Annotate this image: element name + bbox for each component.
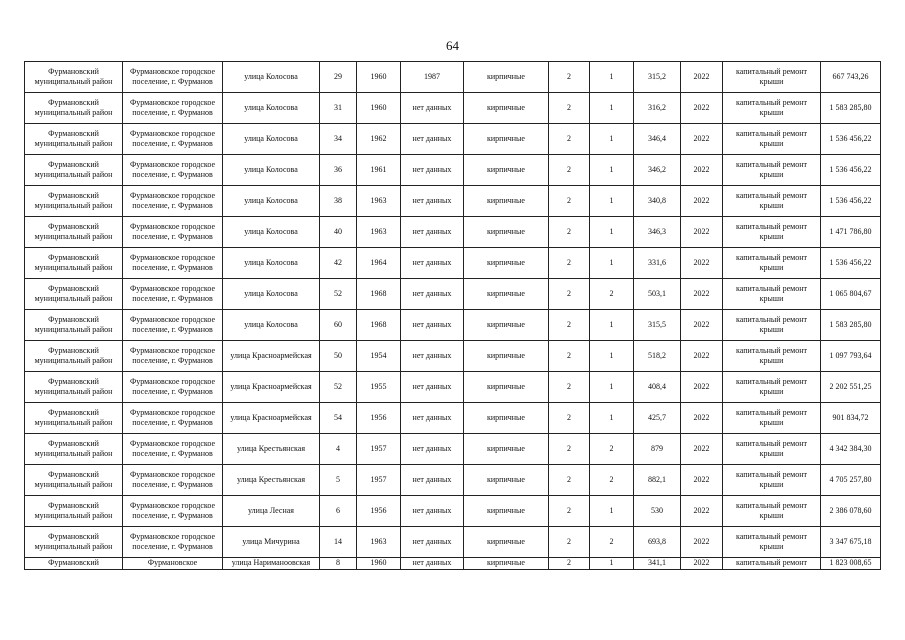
cell-entrances: 1 — [590, 155, 634, 186]
cell-floors: 2 — [549, 341, 590, 372]
cell-settlement: Фурмановское городское поселение, г. Фурманов — [123, 527, 223, 558]
cell-entrances: 2 — [590, 279, 634, 310]
cell-house-number: 52 — [320, 372, 357, 403]
cell-street: улица Крестьянская — [223, 434, 320, 465]
cell-plan-year: 2022 — [681, 558, 723, 570]
cell-wall-material: кирпичные — [464, 155, 549, 186]
cell-work-type: капитальный ремонт крыши — [723, 341, 821, 372]
cell-wall-material: кирпичные — [464, 310, 549, 341]
cell-wall-material: кирпичные — [464, 403, 549, 434]
cell-street: улица Колосова — [223, 124, 320, 155]
cell-entrances: 2 — [590, 527, 634, 558]
cell-build-year: 1955 — [357, 372, 401, 403]
cell-house-number: 14 — [320, 527, 357, 558]
cell-last-repair-year: нет данных — [401, 496, 464, 527]
cell-cost: 667 743,26 — [821, 62, 881, 93]
cell-settlement: Фурмановское — [123, 558, 223, 570]
cell-wall-material: кирпичные — [464, 527, 549, 558]
cell-street: улица Колосова — [223, 248, 320, 279]
cell-build-year: 1957 — [357, 465, 401, 496]
cell-settlement: Фурмановское городское поселение, г. Фурманов — [123, 372, 223, 403]
cell-floors: 2 — [549, 186, 590, 217]
table-row — [25, 372, 881, 403]
cell-settlement: Фурмановское городское поселение, г. Фурманов — [123, 496, 223, 527]
cell-entrances: 1 — [590, 217, 634, 248]
cell-district: Фурмановский муниципальный район — [25, 434, 123, 465]
cell-work-type: капитальный ремонт крыши — [723, 310, 821, 341]
cell-entrances: 1 — [590, 310, 634, 341]
cell-last-repair-year: нет данных — [401, 248, 464, 279]
cell-settlement: Фурмановское городское поселение, г. Фурманов — [123, 434, 223, 465]
cell-cost: 4 705 257,80 — [821, 465, 881, 496]
cell-last-repair-year: нет данных — [401, 93, 464, 124]
cell-last-repair-year: нет данных — [401, 155, 464, 186]
cell-district: Фурмановский муниципальный район — [25, 527, 123, 558]
cell-work-type: капитальный ремонт крыши — [723, 93, 821, 124]
cell-work-type: капитальный ремонт крыши — [723, 217, 821, 248]
cell-street: улица Красноармейская — [223, 372, 320, 403]
cell-plan-year: 2022 — [681, 124, 723, 155]
cell-work-type: капитальный ремонт крыши — [723, 372, 821, 403]
cell-cost: 1 823 008,65 — [821, 558, 881, 570]
cell-build-year: 1956 — [357, 403, 401, 434]
cell-entrances: 1 — [590, 372, 634, 403]
cell-area: 316,2 — [634, 93, 681, 124]
cell-district: Фурмановский муниципальный район — [25, 403, 123, 434]
cell-street: улица Красноармейская — [223, 403, 320, 434]
table-row — [25, 434, 881, 465]
cell-area: 315,2 — [634, 62, 681, 93]
cell-plan-year: 2022 — [681, 279, 723, 310]
cell-district: Фурмановский муниципальный район — [25, 248, 123, 279]
cell-house-number: 6 — [320, 496, 357, 527]
cell-street: улица Мичурина — [223, 527, 320, 558]
cell-floors: 2 — [549, 93, 590, 124]
cell-plan-year: 2022 — [681, 434, 723, 465]
cell-plan-year: 2022 — [681, 186, 723, 217]
cell-settlement: Фурмановское городское поселение, г. Фурманов — [123, 155, 223, 186]
cell-house-number: 60 — [320, 310, 357, 341]
table-row — [25, 155, 881, 186]
cell-wall-material: кирпичные — [464, 558, 549, 570]
cell-street: улица Крестьянская — [223, 465, 320, 496]
cell-area: 331,6 — [634, 248, 681, 279]
cell-district: Фурмановский муниципальный район — [25, 465, 123, 496]
cell-settlement: Фурмановское городское поселение, г. Фурманов — [123, 124, 223, 155]
cell-wall-material: кирпичные — [464, 341, 549, 372]
cell-cost: 1 536 456,22 — [821, 186, 881, 217]
cell-area: 340,8 — [634, 186, 681, 217]
cell-build-year: 1963 — [357, 217, 401, 248]
cell-last-repair-year: нет данных — [401, 372, 464, 403]
cell-last-repair-year: 1987 — [401, 62, 464, 93]
table-row — [25, 558, 881, 570]
cell-floors: 2 — [549, 279, 590, 310]
cell-plan-year: 2022 — [681, 248, 723, 279]
cell-last-repair-year: нет данных — [401, 186, 464, 217]
cell-district: Фурмановский муниципальный район — [25, 62, 123, 93]
cell-work-type: капитальный ремонт крыши — [723, 496, 821, 527]
cell-entrances: 1 — [590, 124, 634, 155]
cell-cost: 2 202 551,25 — [821, 372, 881, 403]
table-row — [25, 124, 881, 155]
table-row — [25, 496, 881, 527]
cell-district: Фурмановский муниципальный район — [25, 372, 123, 403]
cell-wall-material: кирпичные — [464, 93, 549, 124]
cell-work-type: капитальный ремонт крыши — [723, 124, 821, 155]
cell-area: 408,4 — [634, 372, 681, 403]
cell-wall-material: кирпичные — [464, 248, 549, 279]
cell-area: 346,3 — [634, 217, 681, 248]
cell-floors: 2 — [549, 558, 590, 570]
cell-house-number: 36 — [320, 155, 357, 186]
cell-build-year: 1960 — [357, 558, 401, 570]
cell-wall-material: кирпичные — [464, 217, 549, 248]
cell-wall-material: кирпичные — [464, 372, 549, 403]
table-row — [25, 62, 881, 93]
cell-floors: 2 — [549, 62, 590, 93]
cell-street: улица Колосова — [223, 279, 320, 310]
cell-last-repair-year: нет данных — [401, 217, 464, 248]
cell-house-number: 34 — [320, 124, 357, 155]
table-row — [25, 465, 881, 496]
cell-plan-year: 2022 — [681, 310, 723, 341]
cell-work-type: капитальный ремонт крыши — [723, 155, 821, 186]
cell-plan-year: 2022 — [681, 496, 723, 527]
cell-cost: 1 536 456,22 — [821, 155, 881, 186]
cell-cost: 4 342 384,30 — [821, 434, 881, 465]
cell-house-number: 5 — [320, 465, 357, 496]
cell-entrances: 1 — [590, 403, 634, 434]
cell-last-repair-year: нет данных — [401, 279, 464, 310]
cell-plan-year: 2022 — [681, 62, 723, 93]
cell-floors: 2 — [549, 465, 590, 496]
cell-entrances: 2 — [590, 434, 634, 465]
cell-plan-year: 2022 — [681, 341, 723, 372]
cell-work-type: капитальный ремонт крыши — [723, 248, 821, 279]
cell-floors: 2 — [549, 403, 590, 434]
cell-entrances: 1 — [590, 186, 634, 217]
cell-last-repair-year: нет данных — [401, 310, 464, 341]
cell-entrances: 1 — [590, 62, 634, 93]
cell-plan-year: 2022 — [681, 527, 723, 558]
cell-plan-year: 2022 — [681, 217, 723, 248]
cell-floors: 2 — [549, 217, 590, 248]
cell-floors: 2 — [549, 155, 590, 186]
cell-area: 346,2 — [634, 155, 681, 186]
table-body — [25, 62, 881, 570]
cell-last-repair-year: нет данных — [401, 527, 464, 558]
cell-last-repair-year: нет данных — [401, 403, 464, 434]
cell-entrances: 2 — [590, 465, 634, 496]
cell-house-number: 31 — [320, 93, 357, 124]
cell-house-number: 42 — [320, 248, 357, 279]
cell-build-year: 1960 — [357, 62, 401, 93]
table-row — [25, 248, 881, 279]
cell-wall-material: кирпичные — [464, 496, 549, 527]
cell-area: 530 — [634, 496, 681, 527]
cell-house-number: 38 — [320, 186, 357, 217]
cell-cost: 1 536 456,22 — [821, 248, 881, 279]
table-row — [25, 527, 881, 558]
cell-house-number: 52 — [320, 279, 357, 310]
cell-settlement: Фурмановское городское поселение, г. Фурманов — [123, 248, 223, 279]
cell-cost: 1 583 285,80 — [821, 310, 881, 341]
cell-district: Фурмановский муниципальный район — [25, 310, 123, 341]
cell-floors: 2 — [549, 310, 590, 341]
cell-work-type: капитальный ремонт крыши — [723, 527, 821, 558]
cell-plan-year: 2022 — [681, 465, 723, 496]
cell-floors: 2 — [549, 434, 590, 465]
cell-area: 882,1 — [634, 465, 681, 496]
cell-entrances: 1 — [590, 341, 634, 372]
cell-entrances: 1 — [590, 248, 634, 279]
table-row — [25, 93, 881, 124]
cell-area: 341,1 — [634, 558, 681, 570]
cell-district: Фурмановский муниципальный район — [25, 155, 123, 186]
cell-cost: 1 097 793,64 — [821, 341, 881, 372]
cell-cost: 3 347 675,18 — [821, 527, 881, 558]
housing-repair-table — [24, 61, 881, 570]
cell-work-type: капитальный ремонт крыши — [723, 279, 821, 310]
cell-cost: 1 471 786,80 — [821, 217, 881, 248]
table-row — [25, 279, 881, 310]
cell-build-year: 1962 — [357, 124, 401, 155]
cell-district: Фурмановский муниципальный район — [25, 279, 123, 310]
cell-settlement: Фурмановское городское поселение, г. Фурманов — [123, 186, 223, 217]
cell-build-year: 1963 — [357, 186, 401, 217]
cell-house-number: 29 — [320, 62, 357, 93]
cell-settlement: Фурмановское городское поселение, г. Фурманов — [123, 279, 223, 310]
cell-area: 503,1 — [634, 279, 681, 310]
cell-cost: 901 834,72 — [821, 403, 881, 434]
cell-district: Фурмановский муниципальный район — [25, 124, 123, 155]
cell-settlement: Фурмановское городское поселение, г. Фурманов — [123, 310, 223, 341]
cell-area: 693,8 — [634, 527, 681, 558]
cell-build-year: 1957 — [357, 434, 401, 465]
cell-plan-year: 2022 — [681, 403, 723, 434]
table-row — [25, 217, 881, 248]
cell-work-type: капитальный ремонт крыши — [723, 186, 821, 217]
cell-house-number: 40 — [320, 217, 357, 248]
cell-plan-year: 2022 — [681, 155, 723, 186]
cell-settlement: Фурмановское городское поселение, г. Фурманов — [123, 341, 223, 372]
cell-area: 425,7 — [634, 403, 681, 434]
cell-settlement: Фурмановское городское поселение, г. Фурманов — [123, 217, 223, 248]
cell-area: 879 — [634, 434, 681, 465]
cell-entrances: 1 — [590, 558, 634, 570]
cell-street: улица Колосова — [223, 217, 320, 248]
cell-house-number: 4 — [320, 434, 357, 465]
cell-work-type: капитальный ремонт крыши — [723, 62, 821, 93]
cell-floors: 2 — [549, 124, 590, 155]
cell-cost: 1 536 456,22 — [821, 124, 881, 155]
cell-plan-year: 2022 — [681, 372, 723, 403]
cell-street: улица Колосова — [223, 93, 320, 124]
cell-build-year: 1964 — [357, 248, 401, 279]
cell-entrances: 1 — [590, 93, 634, 124]
table-row — [25, 341, 881, 372]
cell-house-number: 8 — [320, 558, 357, 570]
cell-house-number: 54 — [320, 403, 357, 434]
cell-district: Фурмановский — [25, 558, 123, 570]
cell-work-type: капитальный ремонт крыши — [723, 465, 821, 496]
cell-district: Фурмановский муниципальный район — [25, 496, 123, 527]
cell-house-number: 50 — [320, 341, 357, 372]
table-row — [25, 186, 881, 217]
cell-district: Фурмановский муниципальный район — [25, 217, 123, 248]
cell-settlement: Фурмановское городское поселение, г. Фурманов — [123, 62, 223, 93]
cell-district: Фурмановский муниципальный район — [25, 186, 123, 217]
cell-area: 346,4 — [634, 124, 681, 155]
cell-build-year: 1963 — [357, 527, 401, 558]
cell-build-year: 1961 — [357, 155, 401, 186]
cell-wall-material: кирпичные — [464, 434, 549, 465]
cell-settlement: Фурмановское городское поселение, г. Фурманов — [123, 93, 223, 124]
cell-street: улица Лесная — [223, 496, 320, 527]
cell-build-year: 1956 — [357, 496, 401, 527]
cell-work-type: капитальный ремонт крыши — [723, 434, 821, 465]
cell-wall-material: кирпичные — [464, 124, 549, 155]
cell-district: Фурмановский муниципальный район — [25, 341, 123, 372]
cell-floors: 2 — [549, 527, 590, 558]
cell-cost: 2 386 078,60 — [821, 496, 881, 527]
cell-street: улица Колосова — [223, 62, 320, 93]
cell-district: Фурмановский муниципальный район — [25, 93, 123, 124]
cell-build-year: 1968 — [357, 279, 401, 310]
cell-cost: 1 065 804,67 — [821, 279, 881, 310]
cell-last-repair-year: нет данных — [401, 124, 464, 155]
page-number: 64 — [446, 38, 459, 53]
cell-wall-material: кирпичные — [464, 186, 549, 217]
table-row — [25, 310, 881, 341]
cell-cost: 1 583 285,80 — [821, 93, 881, 124]
cell-last-repair-year: нет данных — [401, 558, 464, 570]
cell-floors: 2 — [549, 248, 590, 279]
cell-street: улица Колосова — [223, 155, 320, 186]
cell-street: улица Красноармейская — [223, 341, 320, 372]
table-row — [25, 403, 881, 434]
cell-floors: 2 — [549, 372, 590, 403]
cell-last-repair-year: нет данных — [401, 465, 464, 496]
cell-wall-material: кирпичные — [464, 279, 549, 310]
cell-last-repair-year: нет данных — [401, 434, 464, 465]
cell-area: 315,5 — [634, 310, 681, 341]
cell-floors: 2 — [549, 496, 590, 527]
cell-street: улица Колосова — [223, 186, 320, 217]
cell-plan-year: 2022 — [681, 93, 723, 124]
cell-settlement: Фурмановское городское поселение, г. Фурманов — [123, 403, 223, 434]
cell-area: 518,2 — [634, 341, 681, 372]
cell-build-year: 1968 — [357, 310, 401, 341]
cell-build-year: 1960 — [357, 93, 401, 124]
cell-entrances: 1 — [590, 496, 634, 527]
cell-work-type: капитальный ремонт крыши — [723, 403, 821, 434]
cell-settlement: Фурмановское городское поселение, г. Фурманов — [123, 465, 223, 496]
cell-street: улица Нариманоовская — [223, 558, 320, 570]
cell-last-repair-year: нет данных — [401, 341, 464, 372]
cell-work-type: капитальный ремонт — [723, 558, 821, 570]
cell-street: улица Колосова — [223, 310, 320, 341]
cell-wall-material: кирпичные — [464, 62, 549, 93]
cell-build-year: 1954 — [357, 341, 401, 372]
cell-wall-material: кирпичные — [464, 465, 549, 496]
